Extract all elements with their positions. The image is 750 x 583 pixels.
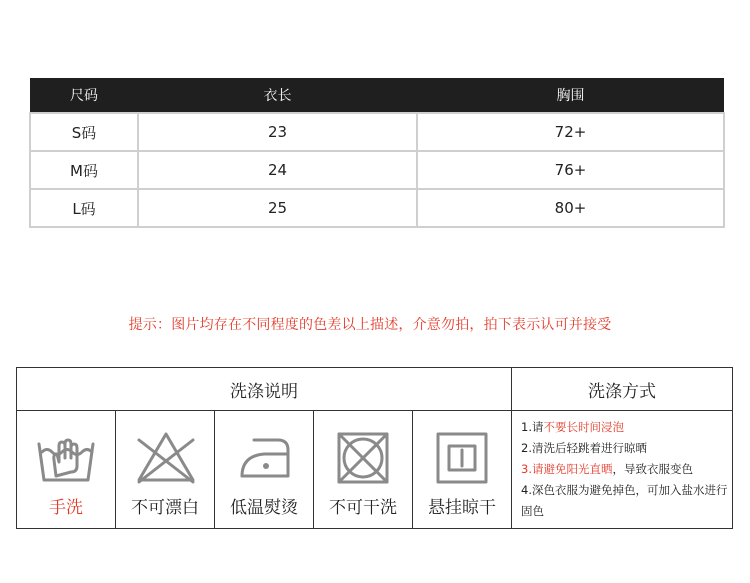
care-item-no-dry-clean <box>314 411 413 528</box>
hand-wash-label: 手洗 <box>49 498 83 518</box>
no-dry-clean-icon <box>333 430 393 486</box>
cell-length: 24 <box>138 151 417 189</box>
low-iron-label: 低温熨烫 <box>230 498 298 518</box>
care-tips-list <box>513 411 732 528</box>
care-title-left: 洗涤说明 <box>17 368 512 411</box>
cell-size: S码 <box>30 113 138 151</box>
size-table-header <box>30 78 724 113</box>
care-tip-1: 1.请不要长时间浸泡 <box>521 420 624 434</box>
color-difference-notice: 提示：图片均存在不同程度的色差以上描述，介意勿拍，拍下表示认可并接受 <box>128 317 612 333</box>
care-title-right: 洗涤方式 <box>512 368 732 411</box>
cell-length: 25 <box>138 189 417 227</box>
table-row <box>30 151 724 189</box>
cell-chest: 72+ <box>417 113 724 151</box>
care-instructions-panel <box>16 367 733 529</box>
care-tip-4: 4.深色衣服为避免掉色，可加入盐水进行固色 <box>521 483 728 518</box>
header-length: 衣长 <box>138 78 417 113</box>
care-item-low-iron <box>215 411 314 528</box>
cell-size: M码 <box>30 151 138 189</box>
table-row <box>30 113 724 151</box>
hang-dry-label: 悬挂晾干 <box>428 498 496 518</box>
no-dry-clean-label: 不可干洗 <box>329 498 397 518</box>
size-table <box>29 78 725 228</box>
care-item-hang-dry <box>413 411 512 528</box>
table-row <box>30 189 724 227</box>
low-iron-icon <box>234 430 294 486</box>
cell-chest: 76+ <box>417 151 724 189</box>
no-bleach-icon <box>135 430 197 486</box>
no-bleach-label: 不可漂白 <box>131 498 199 518</box>
care-tip-3: 3.请避免阳光直晒，导致衣服变色 <box>521 462 693 476</box>
cell-length: 23 <box>138 113 417 151</box>
hang-dry-icon <box>432 430 492 486</box>
hand-wash-icon <box>36 430 96 486</box>
cell-size: L码 <box>30 189 138 227</box>
care-item-no-bleach <box>116 411 215 528</box>
cell-chest: 80+ <box>417 189 724 227</box>
care-item-hand-wash <box>17 411 116 528</box>
care-tip-2: 2.清洗后轻跳着进行晾晒 <box>521 441 647 455</box>
header-chest: 胸围 <box>417 78 724 113</box>
header-size: 尺码 <box>30 78 138 113</box>
